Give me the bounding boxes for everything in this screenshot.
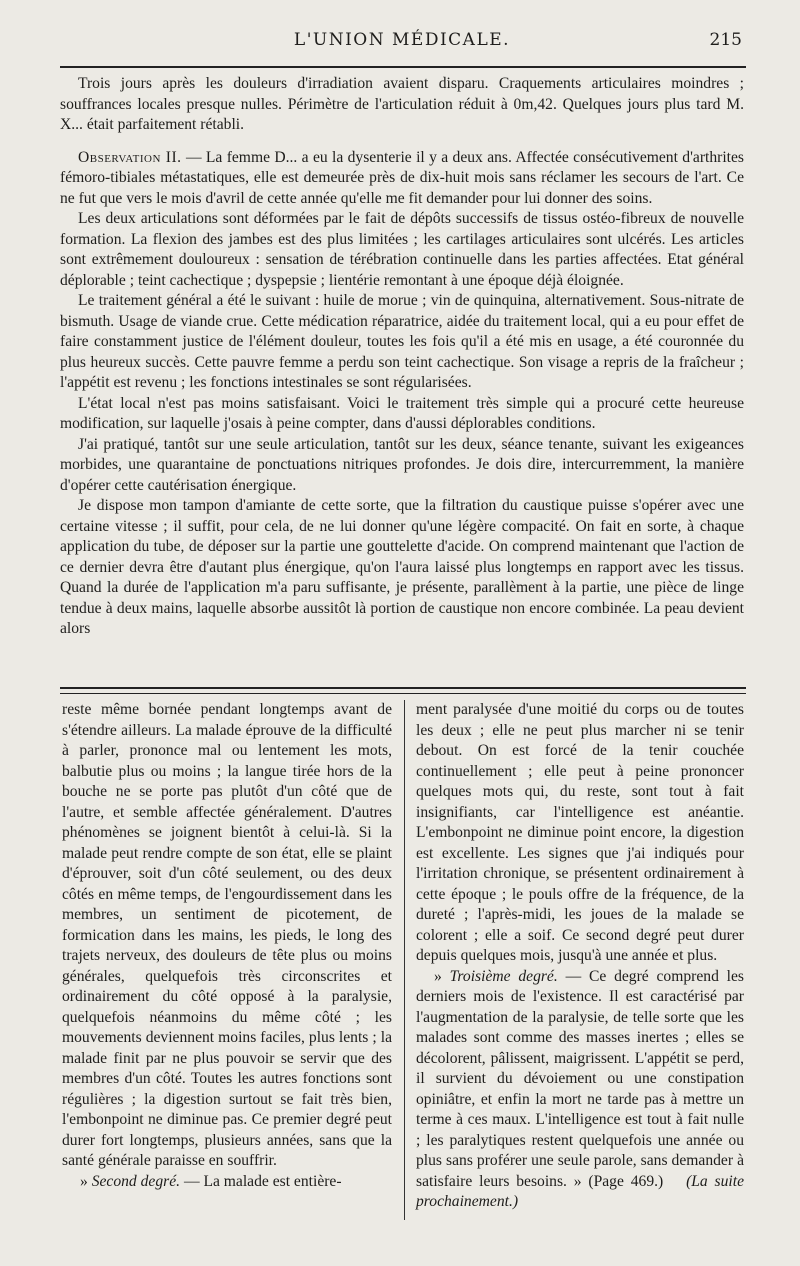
third-degree-paragraph [416, 967, 744, 1213]
observation-text: — La femme D... a eu la dysenterie il y a deux ans. Affectée consécutivement d'arthrites fémoro-tibiales métastatiques, elle est demeurée près de dix-huit mois sans réclamer les secours de l'art. Ce ne fut que vers le mois d'avril de cette année qu'elle me fit demander pour lui donner des soins. [60, 148, 744, 207]
second-degree-text: — La malade est entière- [183, 1172, 342, 1190]
paragraph: J'ai pratiqué, tantôt sur une seule articulation, tantôt sur les deux, séance tenante, suivant les exigeances morbides, une quarantaine de ponctuations nitriques profondes. Je dois dire, intercurremment, la manière d'opérer cette cautérisation énergique. [60, 435, 744, 494]
quote-mark: » [434, 967, 442, 985]
running-head [62, 30, 742, 54]
third-degree-text: — Ce degré comprend les derniers mois de l'existence. Il est caractérisé par l'augmentation de la paralysie, de telle sorte que les malades sont comme des masses inertes ; elles se décolorent, pâlissent, maigrissent. L'appétit se perd, il survient du dévoiement ou une constipation opiniâtre, et enfin la mort ne tarde pas à mettre un terme à ces maux. L'intelligence est tout à fait nulle ; les paralytiques restent quelquefois une année ou plus sans proférer une seule parole, sans demander à satisfaire leurs besoins. » (Page 469.) [416, 967, 744, 1190]
page-number: 215 [709, 30, 742, 50]
quote-mark: » [80, 1172, 88, 1190]
left-column-paragraph: reste même bornée pendant longtemps avant de s'étendre ailleurs. La malade éprouve de la difficulté à parler, prononce mal ou lentement les mots, balbutie plus ou moins ; la langue tirée hors de la bouche ne se porte pas plutôt d'un côté que de l'autre, et semble affectée généralement. D'autres phénomènes se joignent bientôt à celui-là. Si la malade peut rendre compte de son état, elle se plaint d'éprouver, soit d'un côté seulement, ou des deux côtés en même temps, de l'engourdissement dans les membres, un sentiment de picotement, de formication dans les mains, les pieds, le long des trajets nerveux, des douleurs de tête plus ou moins générales, quelquefois très circonscrites et ordinairement du côté opposé à la paralysie, quelquefois néanmoins du même côté ; les mouvements deviennent moins faciles, plus lents ; la malade finit par ne plus pouvoir se servir que des membres d'un côté. Toutes les autres fonctions sont régulières ; la digestion surtout se fait très bien, l'embonpoint ne diminue pas. Ce premier degré peut durer fort longtemps, plusieurs années, sans que la santé générale paraisse en souffrir. [62, 701, 392, 1169]
header-rule [60, 66, 746, 68]
continued-note: (La suite prochainement.) [416, 1172, 745, 1210]
right-column-paragraph: ment paralysée d'une moitié du corps ou de toutes les deux ; elle ne peut plus marcher ni se tenir debout. On est forcé de la tenir couchée continuellement ; elle peut à peine prononcer quelques mots qui, du reste, sont tout à fait insignifiants, car l'intelligence est anéantie. L'embonpoint ne diminue point encore, la digestion est excellente. Les signes que j'ai indiqués pour l'irritation chronique, se présentent ordinairement à cette époque ; le pouls offre de la fréquence, de la dureté ; l'après-midi, les joues de la malade se colorent ; elle a soif. Ce second degré peut durer depuis quelques mois, jusqu'à une année et plus. [416, 701, 744, 964]
paragraph: L'état local n'est pas moins satisfaisant. Voici le traitement très simple qui a procuré cette heureuse modification, sur laquelle j'osais à peine compter, dans d'aussi déplorables conditions. [60, 394, 744, 432]
third-degree-label: Troisième degré. [449, 967, 558, 985]
observation-paragraph [60, 148, 744, 210]
paragraph: Les deux articulations sont déformées par le fait de dépôts successifs de tissus ostéo-fibreux de nouvelle formation. La flexion des jambes est des plus limitées ; les cartilages articulaires sont ulcérés. Les articles sont extrêmement douloureux : sensation de térébration continuelle dans les parties affectées. Etat général déplorable ; teint cachectique ; dyspepsie ; lientérie remontant à une époque déjà éloignée. [60, 210, 744, 289]
second-degree-label: Second degré. [91, 1172, 181, 1190]
paragraph: Je dispose mon tampon d'amiante de cette sorte, que la filtration du caustique puisse s'opérer avec une certaine vitesse ; il suffit, pour cela, de ne lui donner qu'une légère compacité. On fait en sorte, à chaque application du tube, de déposer sur la partie une gouttelette d'acide. On comprend maintenant que l'action de ce dernier devra être d'autant plus énergique, qu'on l'aura laissé plus longtemps en rapport avec les tissus. Quand la durée de l'application m'a paru suffisante, je présente, parallèment à la partie, une pièce de linge tendue à deux mains, laquelle absorbe aussitôt là portion de caustique non encore combinée. La peau devient alors [60, 497, 744, 637]
observation-label: Observation II. [78, 148, 182, 166]
paragraph: Trois jours après les douleurs d'irradiation avaient disparu. Craquements articulaires moindres ; souffrances locales presque nulles. Périmètre de l'articulation réduit à 0m,42. Quelques jours plus tard M. X... était parfaitement rétabli. [60, 75, 744, 133]
top-section [60, 74, 744, 640]
journal-title: L'UNION MÉDICALE. [293, 30, 511, 50]
paragraph: Le traitement général a été le suivant : huile de morue ; vin de quinquina, alternativement. Sous-nitrate de bismuth. Usage de viande crue. Cette médication réparatrice, aidée du traitement local, qui a eu pour effet de faire constamment justice de l'élément douleur, toutes les fois qu'il a été mis en usage, a été couronnée du plus heureux succès. Cette pauvre femme a perdu son teint cachectique. Son visage a repris de la fraîcheur ; l'appétit est revenu ; les fonctions intestinales se sont régularisées. [60, 292, 744, 391]
right-column [416, 700, 744, 1213]
left-column [62, 700, 392, 1192]
column-divider [404, 700, 405, 1220]
section-divider-rule [60, 687, 746, 694]
second-degree-paragraph [62, 1172, 392, 1193]
